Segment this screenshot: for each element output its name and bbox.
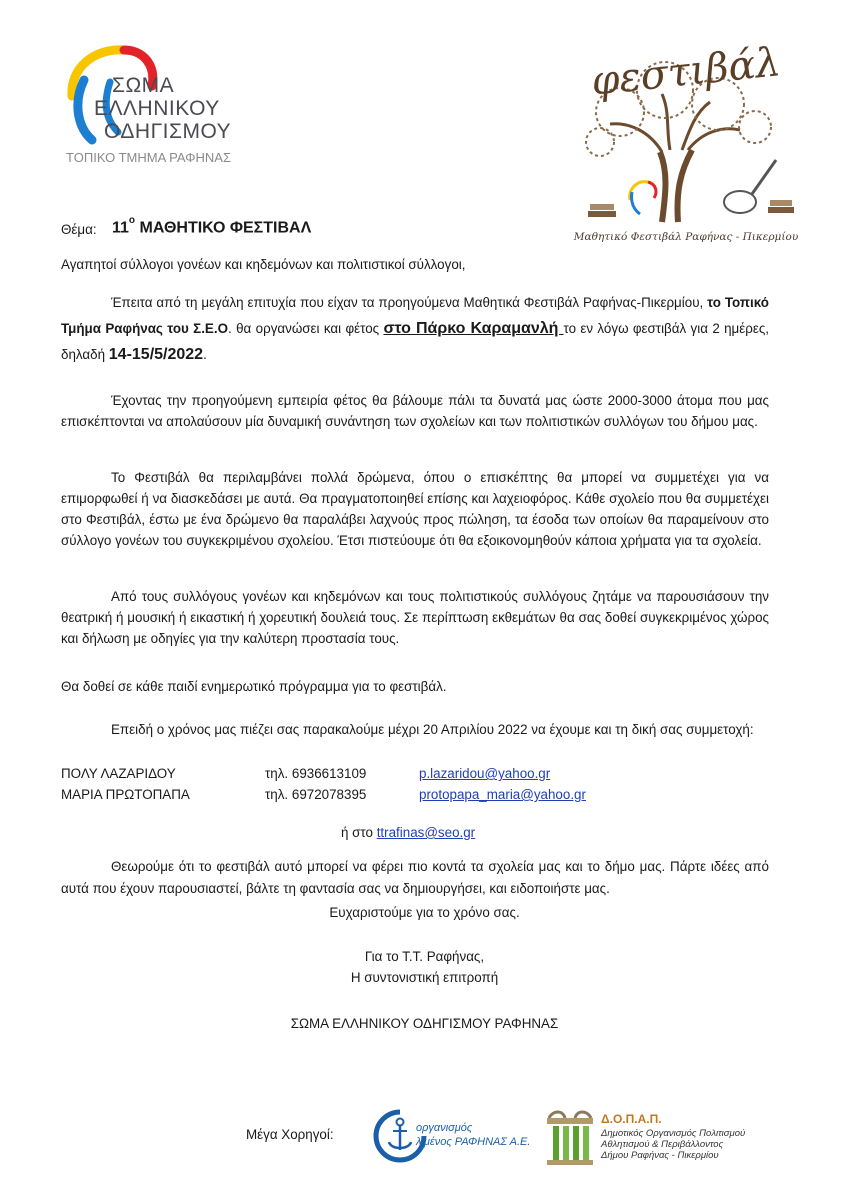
sponsors-label: Μέγα Χορηγοί:: [246, 1127, 334, 1142]
festival-logo: [570, 32, 802, 252]
paragraph-intro: [61, 290, 769, 368]
paragraph-experience: Έχοντας την προηγούμενη εμπειρία φέτος θα βάλουμε πάλι τα δυνατά μας ώστε 2000-3000 άτομα που μας επισκέπτονται να απολαύσουν μία δυναμική συνάντηση των σχολείων και των πολιτιστικών συλλόγων του δήμου μας.: [61, 393, 769, 429]
contact-phone: τηλ. 6972078395: [265, 787, 367, 802]
paragraph-deadline: Επειδή ο χρόνος μας πιέζει σας παρακαλούμε μέχρι 20 Απριλίου 2022 να έχουμε και τη δική σας συμμετοχή:: [111, 722, 754, 737]
contact-phone: τηλ. 6936613109: [265, 766, 367, 781]
alt-contact: [341, 822, 641, 843]
para1-part2: . θα οργανώσει και φέτος: [228, 321, 384, 336]
contact-name: ΜΑΡΙΑ ΠΡΩΤΟΠΑΠΑ: [61, 787, 190, 802]
dopap-name: Δ.Ο.Π.Α.Π.: [601, 1112, 662, 1126]
para1-part3: το εν λόγω φεστιβάλ για 2 ημέρες, δηλαδή: [61, 321, 770, 362]
dopap-column-icon: [543, 1108, 597, 1166]
seo-logo-line2: ΕΛΛΗΝΙΚΟΥ: [94, 97, 220, 120]
dopap-line3: Δήμου Ραφήνας - Πικερμίου: [601, 1150, 719, 1161]
paragraph-program: Θα δοθεί σε κάθε παιδί ενημερωτικό πρόγραμμα για το φεστιβάλ.: [61, 679, 447, 694]
contact-name: ΠΟΛΥ ΛΑΖΑΡΙΔΟΥ: [61, 766, 176, 781]
thanks-line: Ευχαριστούμε για το χρόνο σας.: [329, 905, 520, 920]
dopap-line2: Αθλητισμού & Περιβάλλοντος: [601, 1139, 724, 1150]
subject-title-text: ΜΑΘΗΤΙΚΟ ΦΕΣΤΙΒΑΛ: [139, 219, 312, 237]
para1-location: στο Πάρκο Καραμανλή: [383, 320, 564, 337]
subject-label: Θέμα:: [61, 222, 97, 237]
greeting: Αγαπητοί σύλλογοι γονέων και κηδεμόνων και πολιτιστικοί σύλλογοι,: [61, 257, 466, 272]
contact-email-link[interactable]: protopapa_maria@yahoo.gr: [419, 787, 586, 802]
subject-number: 11: [112, 219, 129, 237]
closing-paragraph: Θεωρούμε ότι το φεστιβάλ αυτό μπορεί να φέρει πιο κοντά τα σχολεία μας και το δήμο μας. Πάρτε ιδέες από αυτά που έχουν παρουσιαστεί, βάλτε τη φαντασία σας να δημιουργήσει, και ειδοποιήστε μας.: [61, 859, 769, 896]
seo-logo-line1: ΣΩΜΑ: [112, 74, 175, 97]
signature-line2: Η συντονιστική επιτροπή: [350, 970, 499, 985]
para1-part1: Έπειτα από τη μεγάλη επιτυχία που είχαν τα προηγούμενα Μαθητικά Φεστιβάλ Ραφήνας-Πικερμίου,: [111, 295, 704, 310]
port-line2: λιμένος ΡΑΦΗΝΑΣ Α.Ε.: [416, 1136, 531, 1148]
alt-contact-email-link[interactable]: ttrafinas@seo.gr: [376, 825, 476, 840]
paragraph-presentations: Από τους συλλόγους γονέων και κηδεμόνων και τους πολιτιστικούς συλλόγους ζητάμε να παρουσιάσουν την θεατρική ή μουσική ή εικαστική ή χορευτική δουλειά τους. Σε περίπτωση εκθεμάτων θα σας δοθεί συγκεκριμένος χώρος και δήλωση με οδηγίες για την καλύτερη προστασία τους.: [61, 589, 769, 646]
subject-superscript: ο: [128, 215, 136, 226]
dopap-line1: Δημοτικός Οργανισμός Πολιτισμού: [601, 1128, 746, 1139]
port-line1: οργανισμός: [416, 1122, 473, 1134]
signature-org: ΣΩΜΑ ΕΛΛΗΝΙΚΟΥ ΟΔΗΓΙΣΜΟΥ ΡΑΦΗΝΑΣ: [290, 1016, 559, 1031]
para1-part4: .: [203, 347, 207, 362]
seo-logo: [64, 40, 264, 170]
contact-row: [61, 784, 761, 804]
port-logo: [372, 1108, 532, 1164]
seo-logo-line3: ΟΔΗΓΙΣΜΟΥ: [104, 120, 232, 143]
signature-line1: Για το Τ.Τ. Ραφήνας,: [364, 949, 485, 964]
subject-title: [112, 213, 311, 238]
seo-logo-subline: ΤΟΠΙΚΟ ΤΜΗΜΑ ΡΑΦΗΝΑΣ: [66, 150, 231, 165]
para1-org: το Τοπικό Τμήμα Ραφήνας του Σ.Ε.Ο: [61, 295, 769, 336]
dopap-logo: [543, 1108, 773, 1168]
para1-dates: 14-15/5/2022: [108, 346, 204, 363]
festival-script-title: φεστιβάλ: [589, 39, 783, 105]
festival-caption: Μαθητικό Φεστιβάλ Ραφήνας - Πικερμίου: [573, 231, 799, 243]
alt-contact-prefix: ή στο: [341, 825, 377, 840]
paragraph-events: Το Φεστιβάλ θα περιλαμβάνει πολλά δρώμενα, όπου ο επισκέπτης θα μπορεί να συμμετέχει για να επιμορφωθεί ή να διασκεδάσει με αυτά. Θα πραγματοποιηθεί επίσης και λαχειοφόρος. Κάθε σχολείο που θα συμμετέχει στο Φεστιβάλ, έστω με ένα δρώμενο θα παραλάβει λαχνούς προς πώληση, τα έσοδα των οποίων θα παραμείνουν στο σύλλογο γονέων του συγκεκριμένου σχολείου. Έτσι πιστεύουμε ότι θα εξοικονομηθούν κάποια χρήματα για τα σχολεία.: [61, 470, 769, 548]
contact-email-link[interactable]: p.lazaridou@yahoo.gr: [419, 766, 551, 781]
contact-row: [61, 763, 761, 783]
